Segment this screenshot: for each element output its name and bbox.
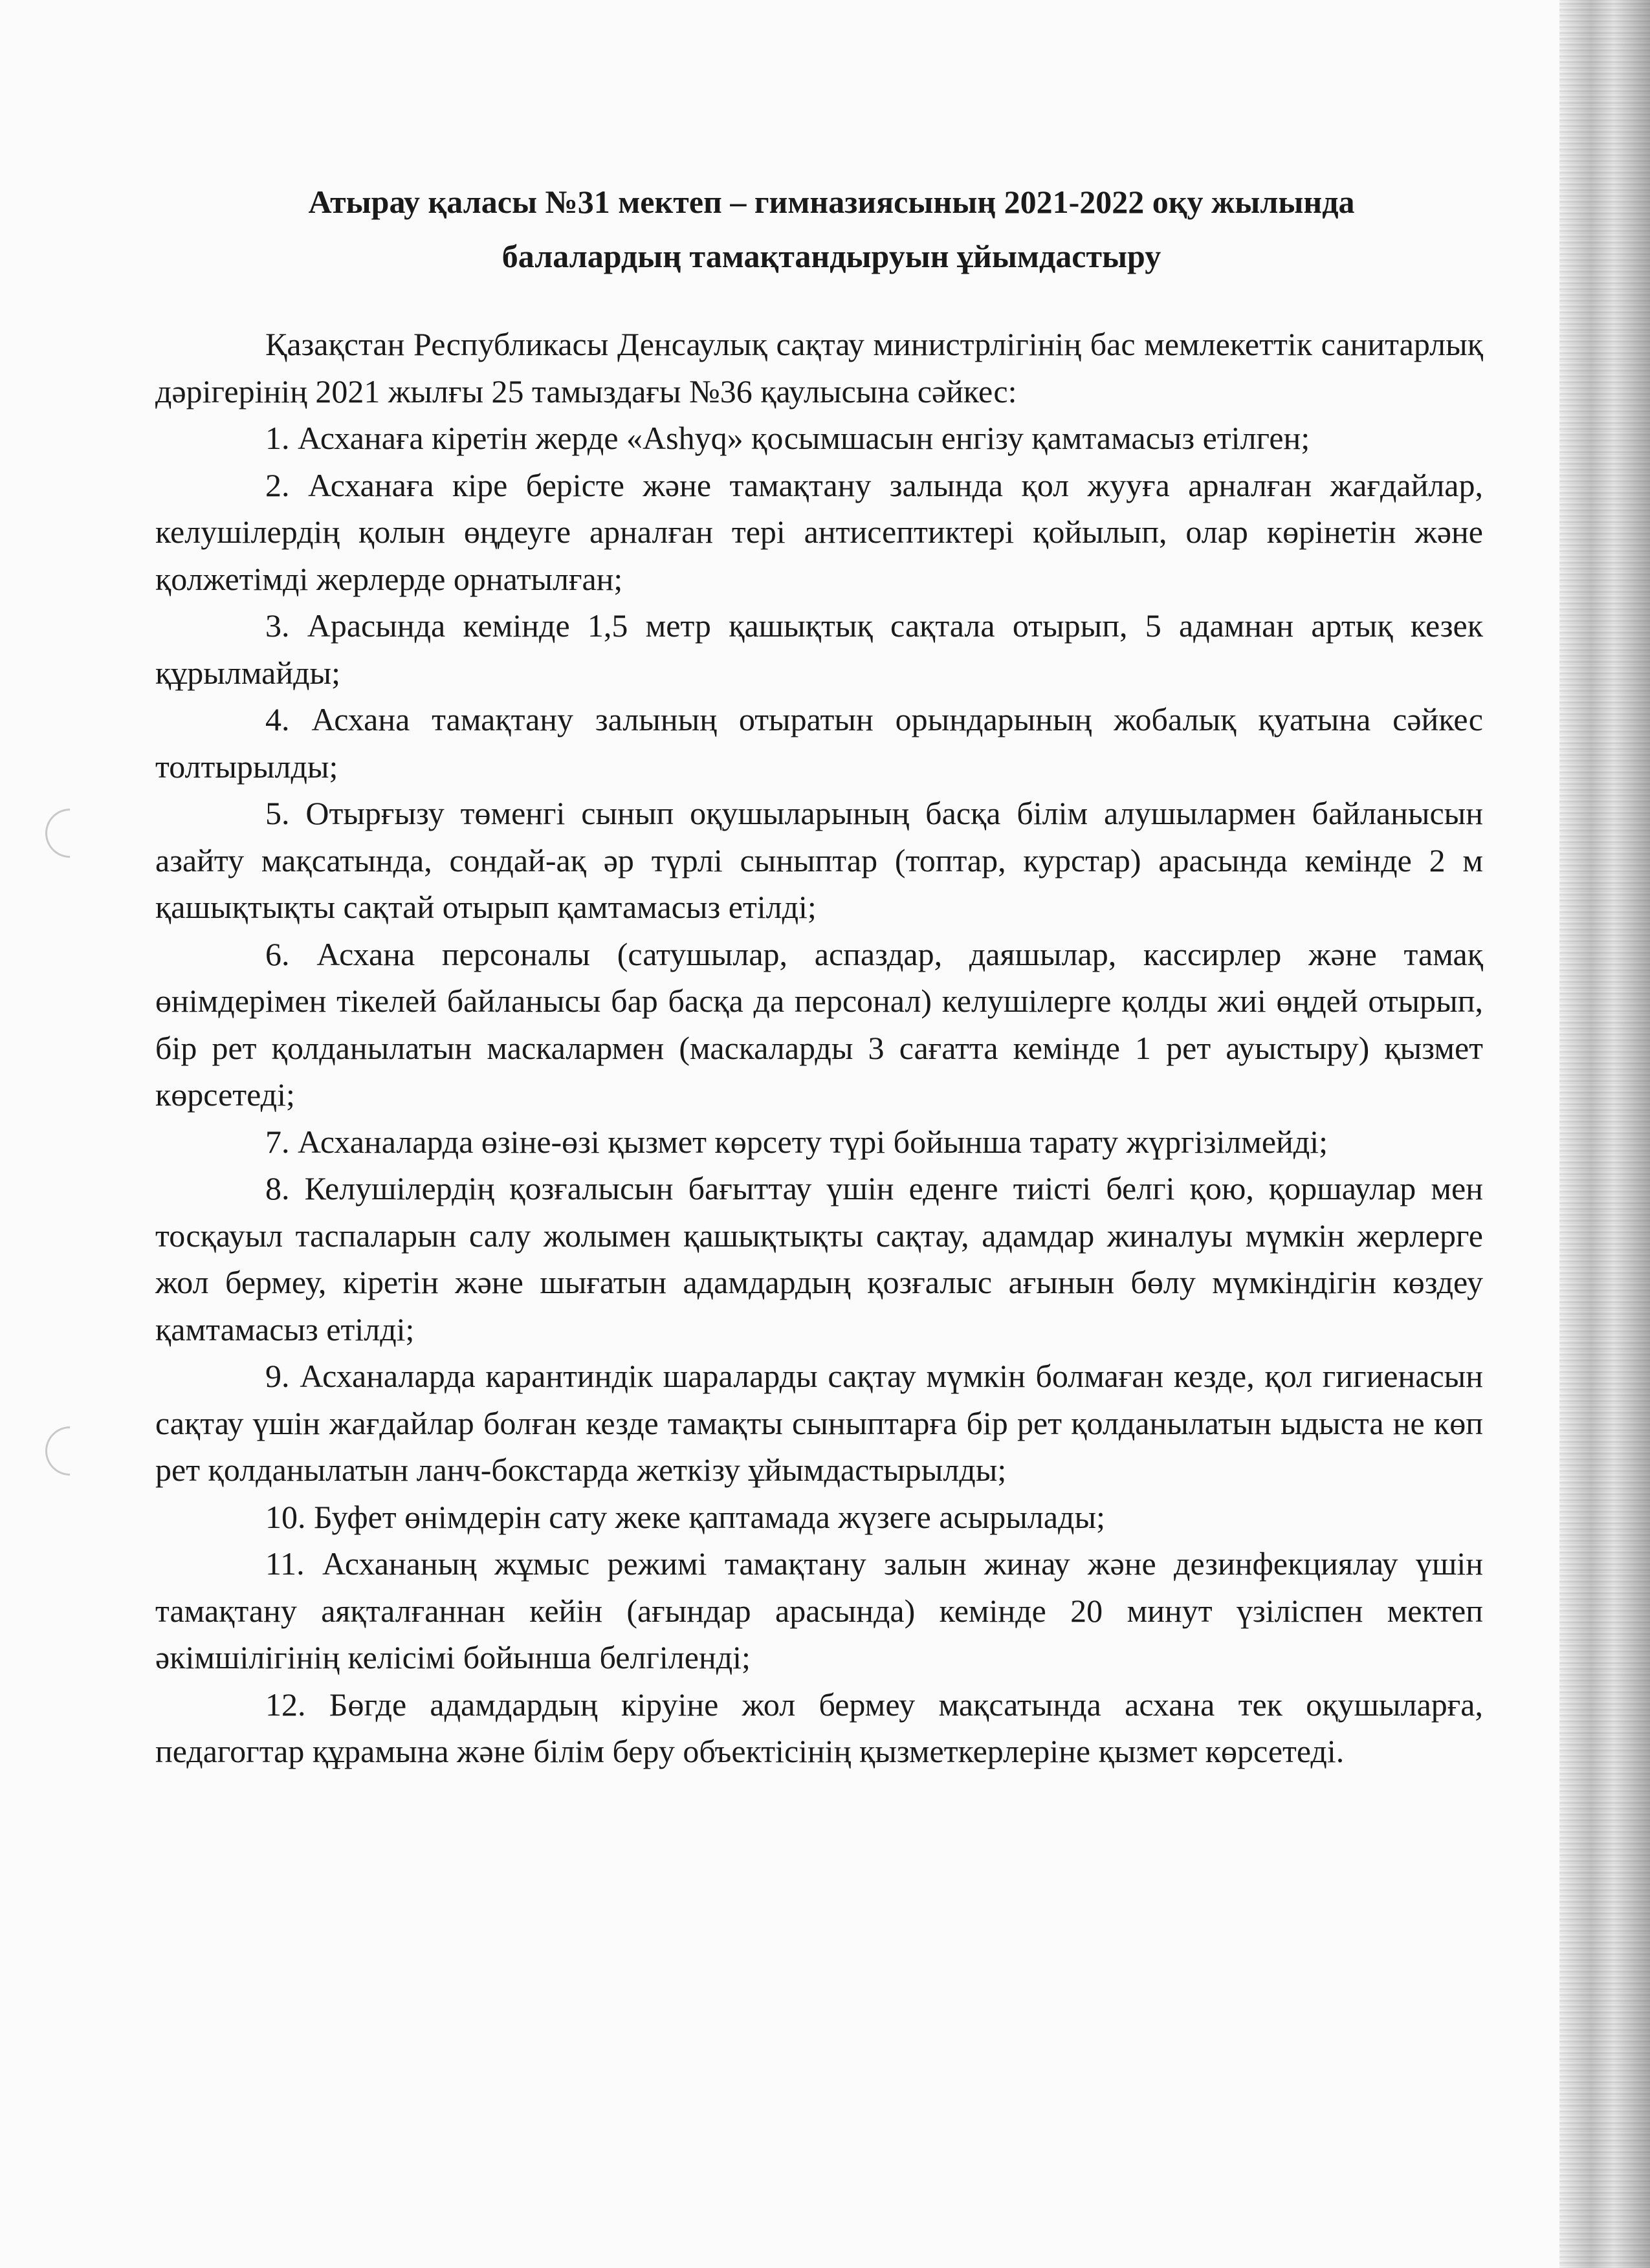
document-body — [155, 321, 1483, 1775]
list-item-8: 8. Келушілердің қозғалысын бағыттау үшін еденге тиісті белгі қою, қоршаулар мен тосқауыл таспаларын салу жолымен қашықтықты сақтау, адамдар жиналуы мүмкін жерлерге жол бермеу, кіретін және шығатын адамдардың қозғалыс ағынын бөлу мүмкіндігін көздеу қамтамасыз етілді; — [155, 1170, 1483, 1347]
scanner-edge — [1559, 0, 1650, 2268]
list-item-12: 12. Бөгде адамдардың кіруіне жол бермеу мақсатында асхана тек оқушыларға, педагогтар құрамына және білім беру объектісінің қызметкерлеріне қызмет көрсетеді. — [155, 1686, 1483, 1769]
list-item-11: 11. Асхананың жұмыс режимі тамақтану залын жинау және дезинфекциялау үшін тамақтану аяқталғаннан кейін (ағындар арасында) кемінде 20 минут үзіліспен мектеп әкімшілігінің келісімі бойынша белгіленді; — [155, 1545, 1483, 1675]
list-item-7: 7. Асханаларда өзіне-өзі қызмет көрсету түрі бойынша тарату жүргізілмейді; — [265, 1123, 1328, 1160]
list-item-6: 6. Асхана персоналы (сатушылар, аспаздар, даяшылар, кассирлер және тамақ өнімдерімен тікелей байланысы бар басқа да персонал) келушілерге қолды жиі өңдей отырып, бір рет қолданылатын маскалармен (маскаларды 3 сағатта кемінде 1 рет ауыстыру) қызмет көрсетеді; — [155, 935, 1483, 1113]
list-item-10: 10. Буфет өнімдерін сату жеке қаптамада жүзеге асырылады; — [265, 1498, 1105, 1535]
title-line-2: балалардың тамақтандыруын ұйымдастыру — [501, 238, 1161, 274]
list-item-9: 9. Асханаларда карантиндік шараларды сақтау мүмкін болмаған кезде, қол гигиенасын сақтау үшін жағдайлар болған кезде тамақты сыныптарға бір рет қолданылатын ыдыста не көп рет қолданылатын ланч-бокстарда жеткізу ұйымдастырылды; — [155, 1358, 1483, 1488]
list-item-1: 1. Асханаға кіретін жерде «Ashyq» қосымшасын енгізу қамтамасыз етілген; — [265, 420, 1310, 456]
list-item-4: 4. Асхана тамақтану залының отыратын орындарының жобалық қуатына сәйкес толтырылды; — [155, 701, 1483, 785]
punch-hole-mark — [35, 1416, 104, 1485]
list-item-3: 3. Арасында кемінде 1,5 метр қашықтық сақтала отырып, 5 адамнан артық кезек құрылмайды; — [155, 607, 1483, 691]
intro-paragraph: Қазақстан Республикасы Денсаулық сақтау министрлігінің бас мемлекеттік санитарлық дәрігерінің 2021 жылғы 25 тамыздағы №36 қаулысына сәйкес: — [155, 326, 1483, 409]
list-item-5: 5. Отырғызу төменгі сынып оқушыларының басқа білім алушылармен байланысын азайту мақсатында, сондай-ақ әр түрлі сыныптар (топтар, курстар) арасында кемінде 2 м қашықтықты сақтай отырып қамтамасыз етілді; — [155, 795, 1483, 925]
title-line-1: Атырау қаласы №31 мектеп – гимназиясының 2021-2022 оқу жылында — [308, 184, 1355, 220]
document-title — [155, 175, 1508, 283]
list-item-2: 2. Асханаға кіре берісте және тамақтану залында қол жууға арналған жағдайлар, келушілердің қолын өңдеуге арналған тері антисептиктері қойылып, олар көрінетін және қолжетімді жерлерде орнатылған; — [155, 466, 1483, 597]
punch-hole-mark — [35, 798, 104, 867]
